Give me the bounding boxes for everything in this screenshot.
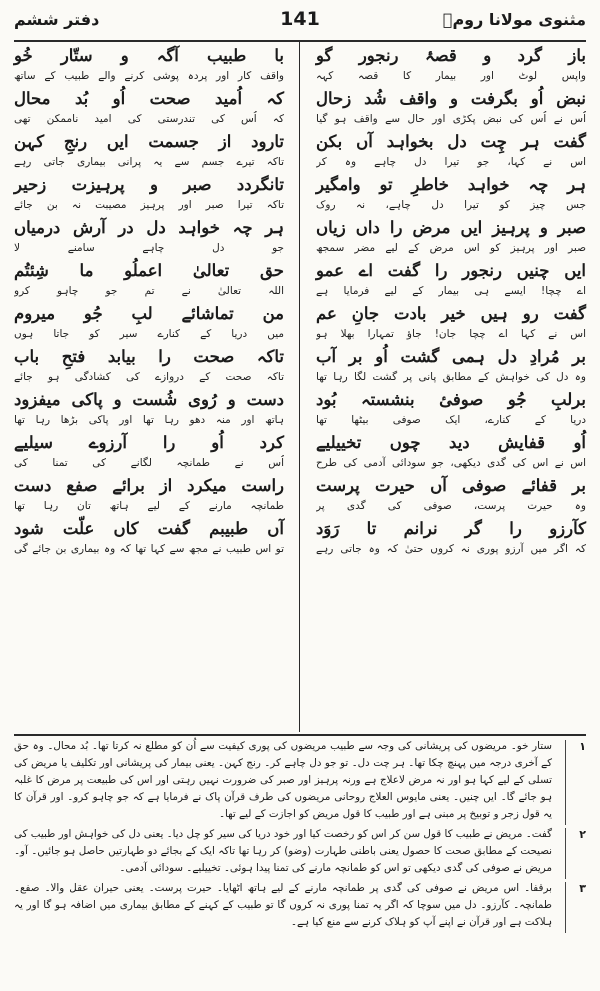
verse: دست و رُوی شُست و پاکی میفزود	[14, 390, 284, 409]
footnote-text: ستار خو۔ مریضوں کی پریشانی کی وجہ سے طبیب مریضوں کی پوری کیفیت سے اُن کو مطلع نہ کرتا تھا۔ بُد محال۔ وہ حق کے آخری درجہ میں پہنچ چکا تھا۔ ہر چت دل۔ تو جو دل چاہے کر۔ رنج کہن۔ یعنی بیمار کی پریشانی اور تکلیف یا مریض کی تسلی کے لیے کہا ہو اور نہ مرض لاعلاج ہے ورنہ پرہیز اور صبر کی ضرورت نہیں رہتی اور اس کی طبیعت پر مرض کا غلبہ ہو جائے گا۔ ایں چنیں۔ یعنی مایوس العلاج روحانی مریضوں کی طرف قرآن پاک نے فرمایا ہے کہ جو چاہو کرو۔ اور قرآن کا یہ قول زجر و توبیخ پر مبنی ہے اور طبیب کا قول مریض کو اجازت کے لیے تھا۔	[14, 740, 552, 820]
couplet	[316, 474, 586, 517]
verse: نبض اُو بگرفت و واقف شُد زحال	[316, 89, 586, 108]
translation: واپس لوٹ اور بیمار کا قصہ کہہ	[316, 70, 586, 82]
column-divider	[299, 42, 300, 732]
couplet	[316, 388, 586, 431]
footnote-divider	[565, 882, 566, 933]
couplet	[316, 302, 586, 345]
couplet	[14, 130, 284, 173]
translation: واقف کار اور پردہ پوشی کرنے والے طبیب کے ساتھ	[14, 70, 284, 82]
couplet	[14, 345, 284, 388]
couplet	[14, 517, 284, 560]
left-verse-column	[14, 44, 284, 732]
translation: تاکہ تیرے جسم سے یہ پرانی بیماری جاتی رہے	[14, 156, 284, 168]
verse: بر مُرادِ دل ہمی گشت اُو بر آب	[316, 347, 586, 366]
volume-label: دفتر ششم	[14, 10, 100, 29]
translation: اللہ تعالیٰ نے تم جو چاہو کرو	[14, 285, 284, 297]
verse: آں طبیبم گفت کاں علّت شود	[14, 519, 284, 538]
couplet	[14, 302, 284, 345]
verse: تاکہ صحت را بیابد فتحِ باب	[14, 347, 284, 366]
verse: کرد اُو را آرزوے سیلیے	[14, 433, 284, 452]
verse: بر قفائے صوفی آں حیرت پرست	[316, 476, 586, 495]
translation: اس نے کہا، جو تیرا دل چاہے وہ کر	[316, 156, 586, 168]
page-header	[14, 6, 586, 36]
translation: اُس نے طمانچہ لگانے کی تمنا کی	[14, 457, 284, 469]
translation: ہاتھ اور منہ دھو رہا تھا اور پاکی بڑھا رہا تھا	[14, 414, 284, 426]
couplet	[14, 216, 284, 259]
verse: کہ اُمید صحت اُو بُد محال	[14, 89, 284, 108]
verse: برلبِ جُو صوفیٔ بنشستہ بُود	[316, 390, 586, 409]
footnote-text: برقفا۔ اس مریض نے صوفی کی گدی پر طمانچہ مارنے کے لیے ہاتھ اٹھایا۔ حیرت پرست۔ یعنی حیران عقل والا۔ صفع۔ طمانچہ۔ کآرزو۔ دل میں سوچا کہ اگر یہ تمنا پوری نہ کروں گا تو طبیب کے کہنے کے مطابق بیماری میں اضافہ ہو گا اور یہ ہلاکت ہے اور قرآن نے اپنے آپ کو ہلاک کرنے سے منع کیا ہے۔	[14, 882, 552, 928]
translation: اُس نے اُس کی نبض پکڑی اور حال سے واقف ہو گیا	[316, 113, 586, 125]
verse: راست میکرد از برائے صفع دست	[14, 476, 284, 495]
footnote-divider	[565, 740, 566, 825]
couplet	[14, 388, 284, 431]
translation: صبر اور پرہیز کو اس مرض کے لیے مضر سمجھ	[316, 242, 586, 254]
verse: من تماشائے لبِ جُو میروم	[14, 304, 284, 323]
footnote	[14, 880, 586, 931]
header-rule	[14, 40, 586, 42]
verse: کآرزو را گر نرانم تا رَوَد	[316, 519, 586, 538]
footnote-number: ۳	[579, 882, 586, 895]
couplet	[14, 474, 284, 517]
translation: کہ اگر میں آرزو پوری نہ کروں حتیٰ کہ وہ جاتی رہے	[316, 543, 586, 555]
couplet	[316, 345, 586, 388]
couplet	[14, 259, 284, 302]
couplet	[316, 44, 586, 87]
couplet	[316, 130, 586, 173]
translation: وہ حیرت پرست، صوفی کی گدی پر	[316, 500, 586, 512]
right-verse-column	[316, 44, 586, 732]
couplet	[316, 173, 586, 216]
verse: حق تعالیٰ اعملُو ما شِئتُم	[14, 261, 284, 280]
verse: صبر و پرہیز ایں مرض را داں زیاں	[316, 218, 586, 237]
verse: ہر چہ خواہد دل در آرش درمیاں	[14, 218, 284, 237]
translation: اس نے اس کی گدی دیکھی، جو سودائی آدمی کی طرح	[316, 457, 586, 469]
verse: اُو قفایش دید چوں تخییلیے	[316, 433, 586, 452]
verse: تانگردد صبر و پرہیزت زحیر	[14, 175, 284, 194]
footnote-divider	[565, 828, 566, 879]
translation: میں دریا کے کنارے سیر کو جاتا ہوں	[14, 328, 284, 340]
verse: تارود از جسمت ایں رنجِ کہن	[14, 132, 284, 151]
couplet	[316, 517, 586, 560]
verse: ہر چہ خواہد خاطرِ تو وامگیر	[316, 175, 586, 194]
translation: جو دل چاہے سامنے لا	[14, 242, 284, 254]
couplet	[316, 216, 586, 259]
couplet	[316, 259, 586, 302]
footnote-number: ۱	[579, 740, 586, 753]
book-title: مثنوی مولانا رومؒ	[442, 10, 586, 29]
verse: گفت رو ہیں خیر بادت جانِ عم	[316, 304, 586, 323]
couplet	[14, 44, 284, 87]
translation: جس چیز کو تیرا دل چاہے، نہ روک	[316, 199, 586, 211]
verse: با طبیب آگہ و ستّار خُو	[14, 46, 284, 65]
translation: تاکہ تیرا صبر اور پرہیز مصیبت نہ بن جائے	[14, 199, 284, 211]
footnote	[14, 738, 586, 823]
footnote-number: ۲	[579, 828, 586, 841]
translation: اے چچا! ایسے ہی بیمار کے لیے فرمایا ہے	[316, 285, 586, 297]
translation: وہ دل کی خواہش کے مطابق پانی پر گشت لگا رہا تھا	[316, 371, 586, 383]
couplet	[316, 87, 586, 130]
verse: ایں چنیں رنجور را گفت اے عمو	[316, 261, 586, 280]
verse: باز گرد و قصۂ رنجور گو	[316, 46, 586, 65]
couplet	[14, 431, 284, 474]
footnote	[14, 826, 586, 877]
translation: طمانچہ مارنے کے لیے ہاتھ تان رہا تھا	[14, 500, 284, 512]
couplet	[316, 431, 586, 474]
translation: تو اس طبیب نے مجھ سے کہا تھا کہ وہ بیماری بن جائے گی	[14, 543, 284, 555]
translation: تاکہ صحت کے دروازے کی کشادگی ہو جائے	[14, 371, 284, 383]
couplet	[14, 173, 284, 216]
translation: دریا کے کنارے، ایک صوفی بیٹھا تھا	[316, 414, 586, 426]
footnote-text: گفت۔ مریض نے طبیب کا قول سن کر اس کو رخصت کیا اور خود دریا کی سیر کو چل دیا۔ یعنی دل کی خواہش اور طبیب کی نصیحت کے مطابق صحت کا حصول یعنی باطنی طہارت (وضو) کر رہا تھا تاکہ ایک کے بجائے دو طہارتیں حاصل ہو جائیں۔ آو۔ مریض نے صوفی کی گدی دیکھی تو اس کو طمانچہ مارنے کی تمنا پیدا ہوئی۔ تخییلیے۔ سودائی آدمی۔	[14, 828, 552, 874]
verse: گفت ہر چِت دل بخواہد آں بکن	[316, 132, 586, 151]
footnote-rule	[14, 734, 586, 736]
translation: کہ اُس کی تندرستی کی امید ناممکن تھی	[14, 113, 284, 125]
page-number: 141	[280, 8, 320, 30]
footnotes	[14, 738, 586, 984]
couplet	[14, 87, 284, 130]
translation: اس نے کہا اے چچا جان! جاؤ تمہارا بھلا ہو	[316, 328, 586, 340]
